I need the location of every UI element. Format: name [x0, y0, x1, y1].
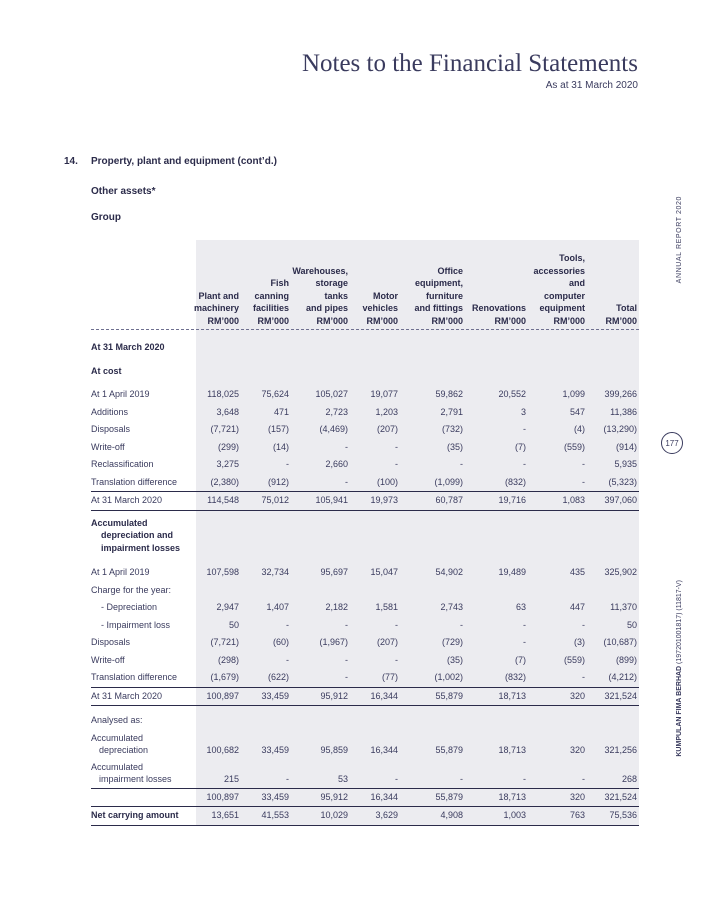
- cell-value: (5,323): [608, 476, 637, 487]
- row-label-line: impairment losses: [99, 774, 172, 784]
- cell-value: 33,459: [261, 791, 289, 802]
- cell-value: 471: [273, 406, 289, 417]
- cell-value: -: [523, 637, 526, 647]
- cell-value: -: [286, 773, 289, 784]
- page-subtitle: As at 31 March 2020: [545, 80, 638, 91]
- cell-value: 19,973: [370, 495, 398, 505]
- cell-value: 5,935: [614, 459, 637, 469]
- cell-value: 18,713: [498, 791, 526, 802]
- analysed-row: [91, 730, 639, 759]
- cell-value: (732): [441, 424, 463, 434]
- column-header-line: RM’000: [207, 315, 239, 326]
- cell-value: (60): [272, 637, 289, 647]
- cell-value: (2,380): [210, 476, 239, 487]
- row-label-line: depreciation: [99, 745, 149, 755]
- cell-value: 1,099: [562, 389, 585, 399]
- column-header-line: storage: [315, 278, 348, 288]
- column-header-line: Fish: [270, 278, 289, 288]
- cell-value: (899): [615, 654, 637, 665]
- cell-value: 2,182: [325, 602, 348, 612]
- accum-heading-line: impairment losses: [101, 542, 181, 553]
- table-row: [91, 386, 639, 404]
- cell-value: 397,060: [604, 495, 637, 505]
- row-label: Write-off: [91, 441, 125, 452]
- column-header-line: tanks: [324, 290, 348, 301]
- cell-value: -: [582, 619, 585, 630]
- column-header-line: Warehouses,: [292, 265, 348, 276]
- cell-value: 3,629: [375, 810, 398, 820]
- cell-value: 3,648: [216, 406, 239, 417]
- heading-at-cost: [91, 360, 639, 380]
- cell-value: 1,083: [562, 495, 585, 505]
- cell-value: (7,721): [210, 637, 239, 647]
- cell-value: 3,275: [216, 459, 239, 469]
- table-row: [91, 669, 639, 687]
- cell-value: 95,697: [320, 567, 348, 577]
- cell-value: 75,624: [261, 389, 289, 399]
- cell-value: 59,862: [435, 389, 463, 399]
- column-header-line: vehicles: [362, 303, 398, 313]
- cell-value: 320: [569, 744, 585, 755]
- cell-value: 95,912: [320, 690, 348, 701]
- cell-value: 1,003: [503, 810, 526, 820]
- ppe-table: [91, 240, 639, 826]
- column-header: [352, 290, 398, 328]
- cell-value: 33,459: [261, 744, 289, 755]
- section-group-label: Group: [91, 212, 121, 223]
- cell-value: 100,897: [206, 791, 239, 802]
- cell-value: 547: [569, 406, 585, 417]
- cell-value: -: [460, 619, 463, 630]
- spacer: [91, 554, 639, 564]
- column-header-line: and fittings: [414, 303, 463, 313]
- row-label: - Impairment loss: [101, 619, 171, 630]
- cell-value: -: [395, 773, 398, 784]
- cell-value: 2,660: [325, 459, 348, 469]
- cell-value: 55,879: [435, 791, 463, 802]
- company-registration: (197201001817) (11817-V): [676, 580, 683, 666]
- row-label: - Depreciation: [101, 602, 158, 612]
- table-header: [91, 240, 639, 327]
- table-row: [91, 652, 639, 670]
- cell-value: (622): [267, 672, 289, 682]
- cell-value: (7): [515, 654, 526, 665]
- cell-value: 54,902: [435, 567, 463, 577]
- cell-value: (832): [504, 476, 526, 487]
- column-header: [243, 277, 289, 327]
- cell-value: 325,902: [604, 567, 637, 577]
- column-header-line: facilities: [252, 303, 289, 313]
- row-label: Disposals: [91, 637, 131, 647]
- cell-value: (3): [574, 637, 585, 647]
- table-row: [91, 634, 639, 652]
- cell-value: 55,879: [435, 744, 463, 755]
- row-label: Disposals: [91, 424, 131, 434]
- row-label: At 1 April 2019: [91, 389, 150, 399]
- cell-value: 75,536: [609, 810, 637, 820]
- cell-value: (832): [504, 672, 526, 682]
- column-header-line: Plant and: [198, 290, 239, 301]
- cell-value: (157): [267, 424, 289, 434]
- column-header: [466, 302, 526, 327]
- analysed-row: [91, 759, 639, 788]
- cell-value: (914): [615, 441, 637, 452]
- column-header: [529, 252, 585, 327]
- cell-value: (13,290): [603, 424, 637, 434]
- row-label: Analysed as:: [91, 715, 143, 725]
- cell-value: 10,029: [320, 810, 348, 820]
- cell-value: 105,941: [315, 495, 348, 505]
- cell-value: 53: [337, 773, 348, 784]
- cell-value: (298): [217, 654, 239, 665]
- cell-value: 100,897: [206, 690, 239, 701]
- column-header-line: Renovations: [471, 303, 526, 313]
- row-label: Translation difference: [91, 476, 178, 487]
- cell-value: -: [460, 773, 463, 784]
- cell-value: 100,682: [206, 744, 239, 755]
- cell-value: 114,548: [207, 495, 239, 505]
- table-row: [91, 582, 639, 600]
- row-label: Reclassification: [91, 459, 154, 469]
- cell-value: 16,344: [370, 791, 398, 802]
- cell-value: 50: [228, 619, 239, 630]
- cell-value: (1,967): [319, 637, 348, 647]
- cell-value: (912): [267, 476, 289, 487]
- cell-value: -: [582, 476, 585, 487]
- column-header-line: RM’000: [316, 315, 348, 326]
- cell-value: 19,716: [498, 495, 526, 505]
- cell-value: -: [523, 773, 526, 784]
- cell-value: 320: [569, 690, 585, 701]
- accum-total-row: [91, 687, 639, 707]
- table-row: [91, 456, 639, 474]
- cell-value: -: [345, 619, 348, 630]
- cell-value: 321,524: [604, 791, 637, 802]
- cell-value: (35): [446, 654, 463, 665]
- cell-value: 13,651: [211, 810, 239, 820]
- cell-value: 4,908: [440, 810, 463, 820]
- row-label: [91, 761, 172, 786]
- cell-value: (4,212): [608, 672, 637, 682]
- cell-value: -: [395, 654, 398, 665]
- row-label: Write-off: [91, 654, 125, 665]
- cell-value: 321,256: [604, 744, 637, 755]
- cell-value: 399,266: [604, 389, 637, 399]
- row-label: Net carrying amount: [91, 810, 179, 820]
- accum-heading-line: Accumulated: [91, 517, 148, 528]
- cell-value: 18,713: [498, 744, 526, 755]
- accum-heading-line: depreciation and: [101, 530, 174, 540]
- column-header-line: RM’000: [257, 315, 289, 326]
- table-row: [91, 617, 639, 635]
- column-header-line: Total: [616, 303, 637, 313]
- column-header-line: and pipes: [305, 303, 348, 313]
- column-header-line: canning: [254, 290, 289, 301]
- cell-value: 2,743: [440, 602, 463, 612]
- table-row: [91, 564, 639, 582]
- company-name: KUMPULAN FIMA BERHAD: [676, 665, 683, 757]
- cell-value: 215: [223, 773, 239, 784]
- cell-value: (77): [381, 672, 398, 682]
- cell-value: (559): [563, 441, 585, 452]
- annual-report-label: ANNUAL REPORT 2020: [676, 196, 683, 284]
- cell-value: 50: [626, 619, 637, 630]
- column-header-line: and: [568, 278, 585, 288]
- column-header-line: RM’000: [494, 315, 526, 326]
- cell-value: 32,734: [261, 567, 289, 577]
- cell-value: 1,407: [266, 602, 289, 612]
- cell-value: 95,859: [320, 744, 348, 755]
- column-header: [290, 265, 348, 328]
- column-header-line: RM’000: [431, 315, 463, 326]
- section-subtitle: Other assets*: [91, 186, 156, 197]
- cell-value: -: [286, 459, 289, 469]
- cell-value: -: [582, 672, 585, 682]
- cell-value: 1,581: [375, 602, 398, 612]
- column-header-line: Office: [437, 265, 463, 276]
- section-title: Property, plant and equipment (cont’d.): [91, 156, 277, 167]
- cell-value: 60,787: [435, 495, 463, 505]
- heading-at-31-march-2020: [91, 336, 639, 356]
- column-header-line: computer: [543, 290, 585, 301]
- cell-value: -: [286, 619, 289, 630]
- cell-value: (4): [574, 424, 585, 434]
- cell-value: 41,553: [261, 810, 289, 820]
- cell-value: -: [395, 459, 398, 469]
- row-label: Additions: [91, 406, 129, 417]
- column-header: [589, 302, 637, 327]
- cell-value: (207): [376, 637, 398, 647]
- table-row: [91, 421, 639, 439]
- cell-value: 11,386: [610, 406, 637, 417]
- column-header: [401, 265, 463, 328]
- accum-heading: [91, 511, 639, 555]
- cell-value: 321,524: [604, 690, 637, 701]
- row-label-line: Accumulated: [91, 761, 144, 772]
- cell-value: (100): [376, 476, 398, 487]
- row-label: Translation difference: [91, 672, 178, 682]
- cell-value: 63: [515, 602, 526, 612]
- cell-value: 2,791: [440, 406, 463, 417]
- table-row: [91, 474, 639, 492]
- cell-value: (10,687): [603, 637, 637, 647]
- cell-value: (7): [515, 441, 526, 452]
- cell-value: (207): [376, 424, 398, 434]
- company-label: [676, 580, 683, 757]
- column-header: [179, 290, 239, 328]
- cell-value: -: [286, 654, 289, 665]
- column-header-line: RM’000: [605, 315, 637, 326]
- cell-value: -: [523, 424, 526, 434]
- analysed-total-row: [91, 788, 639, 807]
- cell-value: (1,099): [434, 476, 463, 487]
- cell-value: -: [345, 672, 348, 682]
- cell-value: -: [395, 619, 398, 630]
- row-label: Charge for the year:: [91, 584, 172, 595]
- table-row: [91, 439, 639, 457]
- row-label: [91, 732, 148, 757]
- row-label-line: Accumulated: [91, 732, 144, 743]
- cell-value: 11,370: [610, 602, 637, 612]
- analysed-label-row: [91, 712, 639, 730]
- cell-value: 435: [569, 567, 585, 577]
- cost-total-row: [91, 491, 639, 511]
- column-header-line: machinery: [193, 303, 239, 313]
- cell-value: 2,947: [216, 602, 239, 612]
- cell-value: (7,721): [210, 424, 239, 434]
- row-label: At 31 March 2020: [91, 495, 163, 505]
- cell-value: 105,027: [315, 389, 348, 399]
- cell-value: (559): [563, 654, 585, 665]
- heading-label: At cost: [91, 366, 122, 376]
- column-header-line: furniture: [426, 290, 463, 301]
- column-header-line: equipment: [539, 303, 585, 313]
- cell-value: (35): [446, 441, 463, 452]
- row-label: At 31 March 2020: [91, 690, 163, 701]
- column-header-line: Tools,: [559, 253, 585, 263]
- cell-value: 19,077: [370, 389, 398, 399]
- cell-value: 3: [520, 406, 526, 417]
- cell-value: (14): [272, 441, 289, 452]
- cell-value: 320: [569, 791, 585, 802]
- cell-value: -: [345, 476, 348, 487]
- cell-value: 447: [569, 602, 585, 612]
- cell-value: -: [523, 619, 526, 630]
- cell-value: (4,469): [319, 424, 348, 434]
- page-number: 177: [661, 432, 683, 454]
- cell-value: 2,723: [325, 406, 348, 417]
- cell-value: -: [523, 459, 526, 469]
- cell-value: 75,012: [261, 495, 289, 505]
- column-header-line: RM’000: [366, 315, 398, 326]
- cell-value: -: [345, 654, 348, 665]
- cell-value: -: [460, 459, 463, 469]
- heading-label: At 31 March 2020: [91, 342, 165, 352]
- cell-value: -: [395, 441, 398, 452]
- table-row: [91, 404, 639, 422]
- cell-value: (729): [441, 637, 463, 647]
- column-header-line: equipment,: [414, 278, 463, 288]
- cell-value: (1,679): [210, 672, 239, 682]
- cell-value: (299): [217, 441, 239, 452]
- section-number: 14.: [64, 156, 78, 167]
- cell-value: 33,459: [261, 690, 289, 701]
- cell-value: 1,203: [375, 406, 398, 417]
- cell-value: 15,047: [370, 567, 398, 577]
- cell-value: 18,713: [498, 690, 526, 701]
- cell-value: 16,344: [370, 690, 398, 701]
- table-row: [91, 599, 639, 617]
- cell-value: -: [582, 459, 585, 469]
- cell-value: 55,879: [435, 690, 463, 701]
- cell-value: 107,598: [206, 567, 239, 577]
- page-title: Notes to the Financial Statements: [301, 50, 638, 77]
- cell-value: (1,002): [434, 672, 463, 682]
- cell-value: -: [345, 441, 348, 452]
- cell-value: 20,552: [498, 389, 526, 399]
- cell-value: 95,912: [320, 791, 348, 802]
- cell-value: 268: [621, 773, 637, 784]
- net-carrying-amount-row: [91, 806, 639, 826]
- cell-value: 763: [569, 810, 585, 820]
- column-header-line: RM’000: [553, 315, 585, 326]
- column-header-line: Motor: [373, 290, 398, 301]
- cell-value: 118,025: [207, 389, 239, 399]
- cell-value: 16,344: [370, 744, 398, 755]
- row-label: At 1 April 2019: [91, 567, 150, 577]
- cell-value: -: [582, 773, 585, 784]
- cell-value: 19,489: [498, 567, 526, 577]
- column-header-line: accessories: [533, 265, 585, 276]
